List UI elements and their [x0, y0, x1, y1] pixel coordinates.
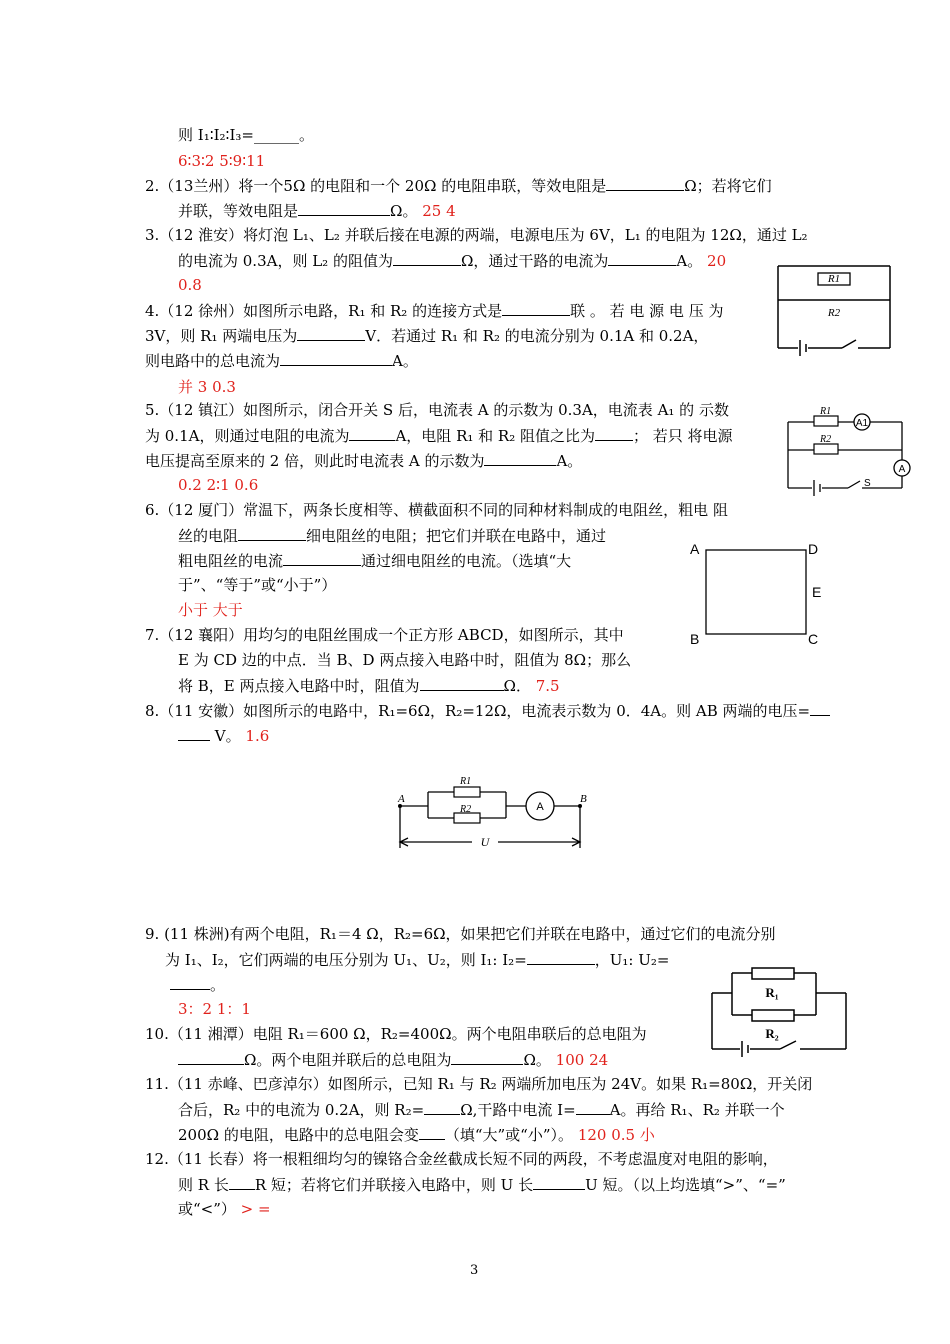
blank[interactable] — [297, 326, 365, 341]
answer-12: > = — [235, 1200, 271, 1218]
question-11: 11.（11 赤峰、巴彦淖尔）如图所示，已知 R₁ 与 R₂ 两端所加电压为 24V。如果 R₁=80Ω，开关闭 — [145, 1075, 813, 1093]
label-c: C — [808, 631, 819, 647]
ammeter-label: A — [536, 801, 544, 813]
resistor-r2 — [752, 1010, 794, 1021]
blank[interactable] — [349, 426, 395, 441]
question-12-line3: 或“<”） > = — [178, 1200, 271, 1218]
circuit-figure-q11 — [706, 965, 856, 1060]
blank[interactable] — [238, 526, 306, 541]
answer-10: 100 24 — [555, 1051, 609, 1069]
resistor-r2 — [814, 444, 838, 454]
question-12: 12.（11 长春）将一根粗细均匀的镍铬合金丝截成长短不同的两段，不考虑温度对电阻的影响， — [145, 1150, 778, 1168]
question-12-line2: 则 R 长 R 短；若将它们并联接入电路中，则 U 长 U 短。（以上均选填“>”、“=” — [178, 1176, 786, 1194]
blank[interactable] — [298, 201, 390, 216]
answer-6: 小于 大于 — [178, 601, 243, 619]
answer-4: 并 3 0.3 — [178, 378, 236, 396]
blank[interactable] — [419, 1125, 445, 1140]
page-number: 3 — [470, 1263, 479, 1278]
question-6-line3: 粗电阻丝的电流 通过细电阻丝的电流。（选填“大 — [178, 552, 572, 570]
resistor-r1 — [814, 416, 838, 426]
question-7-line2: E 为 CD 边的中点．当 B、D 两点接入电路中时，阻值为 8Ω；那么 — [178, 651, 632, 669]
blank[interactable] — [484, 451, 556, 466]
label-e: E — [812, 584, 822, 600]
blank[interactable] — [178, 726, 210, 741]
square-abcd — [706, 550, 806, 634]
blank[interactable] — [424, 1100, 460, 1115]
answer-1: 6∶3∶2 5∶9∶11 — [178, 152, 266, 170]
question-11-line2: 合后，R₂ 中的电流为 0.2A，则 R₂= Ω,干路中电流 I= A。再给 R₁、R₂ 并联一个 — [178, 1101, 785, 1119]
label-u: U — [480, 835, 490, 849]
label-r1: R1 — [827, 273, 841, 285]
question-3: 3.（12 淮安）将灯泡 L₁、L₂ 并联后接在电源的两端，电源电压为 6V，L₁ 的电阻为 12Ω，通过 L₂ — [145, 226, 808, 244]
question-5: 5.（12 镇江）如图所示，闭合开关 S 后，电流表 A 的示数为 0.3A，电流表 A₁ 的 示数 — [145, 401, 729, 419]
blank[interactable] — [280, 351, 392, 366]
ammeter-a-label: A — [898, 464, 906, 475]
resistor-r1 — [454, 787, 480, 797]
answer-2: 25 4 — [422, 202, 456, 220]
answer-7: 7.5 — [535, 677, 560, 695]
label-b: B — [580, 793, 587, 805]
blank[interactable] — [229, 1175, 255, 1190]
question-10-line2: Ω。两个电阻并联后的总电阻为 Ω。 100 24 — [178, 1050, 608, 1069]
label-b: B — [690, 631, 700, 647]
label-r1: R1 — [460, 776, 472, 787]
blank[interactable] — [527, 950, 595, 965]
answer-9: 3：2 1：1 — [178, 1000, 251, 1018]
blank[interactable] — [393, 251, 461, 266]
label-r1: R1 — [820, 406, 832, 417]
label-r2: R₂ — [765, 1026, 779, 1041]
label-r2: R2 — [827, 307, 841, 319]
blank[interactable] — [595, 426, 633, 441]
question-9-line2: 为 I₁、I₂，它们两端的电压分别为 U₁、U₂，则 I₁: I₂= ，U₁: U₂= — [165, 951, 670, 969]
square-figure-q7 — [686, 538, 826, 650]
blank[interactable] — [576, 1100, 610, 1115]
label-r2: R2 — [820, 434, 832, 445]
blank[interactable] — [283, 551, 361, 566]
blank[interactable] — [420, 676, 504, 691]
question-2: 2.（13兰州）将一个5Ω 的电阻和一个 20Ω 的电阻串联，等效电阻是 Ω；若将它们 — [145, 177, 772, 195]
blank[interactable] — [608, 251, 676, 266]
question-8-line2: V。 1.6 — [178, 726, 269, 745]
label-r2: R2 — [460, 804, 472, 815]
blank[interactable] — [533, 1175, 585, 1190]
label-a: A — [690, 541, 700, 557]
circuit-figure-q5 — [784, 402, 914, 497]
question-7: 7.（12 襄阳）用均匀的电阻丝围成一个正方形 ABCD，如图所示，其中 — [145, 626, 624, 644]
question-4-line3: 则电路中的总电流为 A。 — [145, 352, 418, 370]
q1-tail: 则 I₁∶I₂∶I₃=______。 — [178, 126, 314, 144]
ammeter-a1-label: A1 — [855, 418, 869, 429]
circuit-figure-q4 — [774, 258, 894, 358]
blank[interactable] — [178, 1050, 244, 1065]
question-3-line2: 的电流为 0.3A，则 L₂ 的阻值为 Ω，通过干路的电流为 A。 20 — [178, 252, 727, 270]
answer-3a: 20 — [707, 252, 727, 270]
answer-3b: 0.8 — [178, 276, 202, 294]
question-4-line2: 3V，则 R₁ 两端电压为 V．若通过 R₁ 和 R₂ 的电流分别为 0.1A 和 0.2A， — [145, 327, 709, 345]
answer-11: 120 0.5 小 — [577, 1126, 655, 1144]
blank[interactable] — [502, 301, 570, 316]
label-d: D — [808, 541, 819, 557]
question-7-line3: 将 B，E 两点接入电路中时，阻值为 Ω． 7.5 — [178, 677, 560, 695]
answer-8: 1.6 — [245, 727, 270, 745]
question-5-line3: 电压提高至原来的 2 倍，则此时电流表 A 的示数为 A。 — [145, 452, 583, 470]
circuit-figure-q8 — [390, 770, 600, 860]
question-9-line3: 。 — [170, 975, 225, 994]
switch-label: S — [864, 478, 871, 489]
question-8: 8.（11 安徽）如图所示的电路中，R₁=6Ω，R₂=12Ω，电流表示数为 0．4A。则 AB 两端的电压= — [145, 701, 830, 720]
blank[interactable] — [606, 176, 684, 191]
label-a: A — [398, 793, 405, 805]
question-9: 9. (11 株洲)有两个电阻，R₁＝4 Ω，R₂=6Ω，如果把它们并联在电路中，通过它们的电流分别 — [145, 925, 776, 943]
question-5-line2: 为 0.1A，则通过电阻的电流为 A，电阻 R₁ 和 R₂ 阻值之比为 ； 若只 将电源 — [145, 427, 733, 445]
blank[interactable] — [170, 975, 210, 990]
question-2-line2: 并联，等效电阻是 Ω。 25 4 — [178, 202, 456, 220]
question-4: 4.（12 徐州）如图所示电路，R₁ 和 R₂ 的连接方式是 联 。 若 电 源 电 压 为 — [145, 302, 724, 320]
resistor-r1 — [752, 968, 794, 979]
question-10: 10.（11 湘潭）电阻 R₁＝600 Ω，R₂=400Ω。两个电阻串联后的总电阻为 — [145, 1025, 647, 1043]
question-11-line3: 200Ω 的电阻，电路中的总电阻会变 （填“大”或“小”）。 120 0.5 小 — [178, 1126, 655, 1144]
question-6-line2: 丝的电阻 细电阻丝的电阻；把它们并联在电路中，通过 — [178, 527, 607, 545]
blank[interactable] — [451, 1050, 523, 1065]
label-r1: R₁ — [765, 985, 779, 1000]
answer-5: 0.2 2∶1 0.6 — [178, 476, 259, 494]
question-6-line4: 于”、“等于”或“小于”） — [178, 576, 337, 594]
question-6: 6.（12 厦门）常温下，两条长度相等、横截面积不同的同种材料制成的电阻丝，粗电 阻 — [145, 501, 728, 519]
blank[interactable] — [810, 701, 830, 716]
